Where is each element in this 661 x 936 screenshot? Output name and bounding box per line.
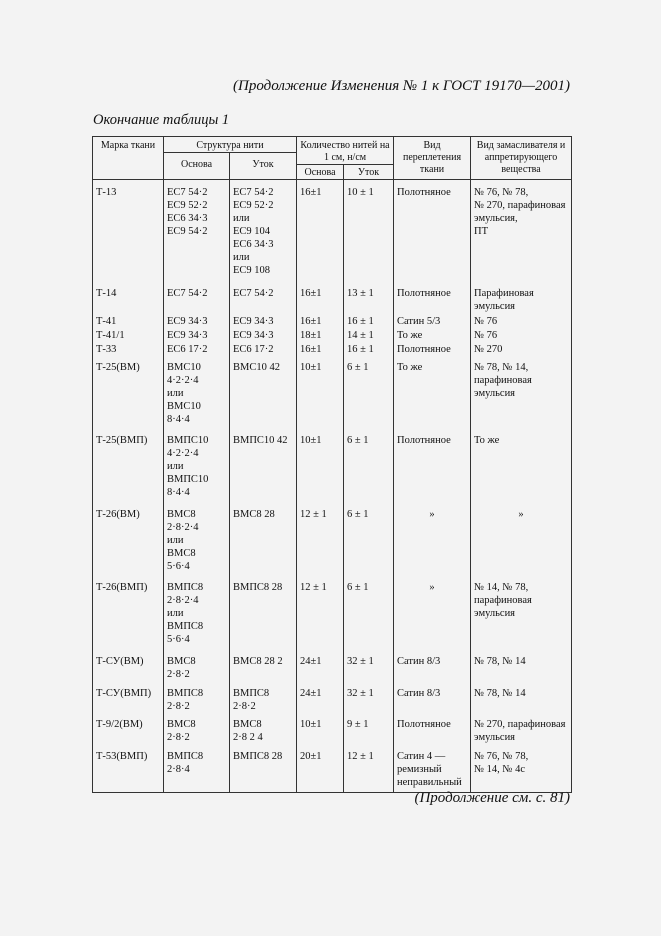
header-warp: Основа (164, 153, 230, 180)
cell-count-warp: 20±1 (297, 750, 344, 792)
cell-mark: Т-СУ(ВМП) (93, 687, 164, 715)
cell-mark: Т-33 (93, 343, 164, 357)
cell-mark: Т-14 (93, 287, 164, 315)
cell-weave: Сатин 8/3 (394, 687, 471, 715)
cell-weft: ЕС6 17·2 (230, 343, 297, 357)
cell-mark: Т-9/2(ВМ) (93, 718, 164, 746)
cell-weave: » (394, 508, 471, 578)
cell-weave: Сатин 8/3 (394, 655, 471, 683)
cell-weave: » (394, 581, 471, 651)
table-row (93, 750, 572, 792)
table-caption: Окончание таблицы 1 (93, 112, 230, 128)
header-count-weft: Уток (344, 165, 394, 180)
table-row (93, 655, 572, 683)
cell-weave: Полотняное (394, 287, 471, 315)
header-weave: Вид переплетения ткани (394, 137, 471, 180)
cell-count-warp: 18±1 (297, 329, 344, 343)
cell-weave: Сатин 4 — ремизный неправильный (394, 750, 471, 792)
table-row (93, 581, 572, 651)
cell-count-weft: 6 ± 1 (344, 508, 394, 578)
cell-mark: Т-СУ(ВМ) (93, 655, 164, 683)
header-lubricant: Вид замасливателя и аппретирующего вещества (471, 137, 572, 180)
cell-weft: ЕС9 34·3 (230, 329, 297, 343)
cell-mark: Т-41/1 (93, 329, 164, 343)
header-mark: Марка ткани (93, 137, 164, 180)
cell-warp: ВМС8 2·8·2·4 или ВМС8 5·6·4 (164, 508, 230, 578)
cell-count-weft: 12 ± 1 (344, 750, 394, 792)
cell-weft: ЕС7 54·2 (230, 287, 297, 315)
cell-count-weft: 6 ± 1 (344, 361, 394, 431)
cell-weft: ВМПС10 42 (230, 434, 297, 504)
fabric-table (92, 136, 572, 793)
cell-lubricant: № 78, № 14 (471, 687, 572, 715)
cell-weave: Сатин 5/3 (394, 315, 471, 329)
cell-lubricant: № 78, № 14 (471, 655, 572, 683)
cell-count-weft: 16 ± 1 (344, 315, 394, 329)
cell-weave: То же (394, 329, 471, 343)
cell-count-weft: 6 ± 1 (344, 581, 394, 651)
cell-lubricant: № 76 (471, 315, 572, 329)
table-body (93, 180, 572, 793)
cell-lubricant: То же (471, 434, 572, 504)
cell-count-warp: 12 ± 1 (297, 581, 344, 651)
table-row (93, 361, 572, 431)
header-count: Количество нитей на 1 см, н/см (297, 137, 394, 165)
table-row (93, 718, 572, 746)
cell-mark: Т-25(ВМП) (93, 434, 164, 504)
cell-warp: ВМС8 2·8·2 (164, 718, 230, 746)
cell-weave: То же (394, 361, 471, 431)
cell-count-weft: 16 ± 1 (344, 343, 394, 357)
cell-lubricant: № 76, № 78, № 270, парафиновая эмульсия, ПТ (471, 186, 572, 283)
cell-count-warp: 16±1 (297, 343, 344, 357)
cell-weave: Полотняное (394, 434, 471, 504)
cell-weft: ЕС9 34·3 (230, 315, 297, 329)
cell-warp: ЕС9 34·3 (164, 315, 230, 329)
cell-mark: Т-25(ВМ) (93, 361, 164, 431)
header-structure: Структура нити (164, 137, 297, 153)
cell-warp: ВМПС8 2·8·2 (164, 687, 230, 715)
cell-lubricant: » (471, 508, 572, 578)
cell-count-weft: 32 ± 1 (344, 655, 394, 683)
cell-warp: ВМПС8 2·8·4 (164, 750, 230, 792)
cell-count-warp: 24±1 (297, 655, 344, 683)
table-row (93, 687, 572, 715)
cell-mark: Т-26(ВМП) (93, 581, 164, 651)
cell-weft: ВМПС8 28 (230, 581, 297, 651)
table-row (93, 343, 572, 357)
cell-warp: ЕС7 54·2 ЕС9 52·2 ЕС6 34·3 ЕС9 54·2 (164, 186, 230, 283)
table-row (93, 508, 572, 578)
cell-warp: ЕС7 54·2 (164, 287, 230, 315)
table-row (93, 287, 572, 315)
cell-lubricant: № 76 (471, 329, 572, 343)
cell-weft: ВМПС8 28 (230, 750, 297, 792)
cell-mark: Т-41 (93, 315, 164, 329)
cell-warp: ВМПС8 2·8·2·4 или ВМПС8 5·6·4 (164, 581, 230, 651)
cell-weft: ВМС8 2·8 2 4 (230, 718, 297, 746)
continuation-footer: (Продолжение см. с. 81) (414, 790, 570, 806)
cell-count-warp: 12 ± 1 (297, 508, 344, 578)
cell-mark: Т-53(ВМП) (93, 750, 164, 792)
cell-lubricant: № 76, № 78, № 14, № 4с (471, 750, 572, 792)
cell-weave: Полотняное (394, 186, 471, 283)
cell-warp: ВМПС10 4·2·2·4 или ВМПС10 8·4·4 (164, 434, 230, 504)
cell-weft: ВМС10 42 (230, 361, 297, 431)
table-row (93, 186, 572, 283)
cell-count-weft: 14 ± 1 (344, 329, 394, 343)
cell-lubricant: № 270, парафиновая эмульсия (471, 718, 572, 746)
table-row (93, 315, 572, 329)
cell-weft: ВМС8 28 (230, 508, 297, 578)
table-row (93, 434, 572, 504)
cell-count-warp: 10±1 (297, 718, 344, 746)
continuation-header: (Продолжение Изменения № 1 к ГОСТ 19170—2001) (233, 78, 570, 94)
cell-count-weft: 9 ± 1 (344, 718, 394, 746)
cell-weft: ВМПС8 2·8·2 (230, 687, 297, 715)
cell-weave: Полотняное (394, 718, 471, 746)
cell-lubricant: № 78, № 14, парафиновая эмульсия (471, 361, 572, 431)
cell-count-warp: 10±1 (297, 434, 344, 504)
header-count-warp: Основа (297, 165, 344, 180)
cell-count-warp: 16±1 (297, 287, 344, 315)
cell-lubricant: Парафиновая эмульсия (471, 287, 572, 315)
cell-count-warp: 16±1 (297, 315, 344, 329)
cell-weave: Полотняное (394, 343, 471, 357)
table-row (93, 329, 572, 343)
cell-warp: ВМС10 4·2·2·4 или ВМС10 8·4·4 (164, 361, 230, 431)
header-weft: Уток (230, 153, 297, 180)
cell-warp: ЕС6 17·2 (164, 343, 230, 357)
cell-mark: Т-13 (93, 186, 164, 283)
cell-weft: ЕС7 54·2 ЕС9 52·2 или ЕС9 104 ЕС6 34·3 или ЕС9 108 (230, 186, 297, 283)
cell-lubricant: № 14, № 78, парафиновая эмульсия (471, 581, 572, 651)
cell-count-warp: 16±1 (297, 186, 344, 283)
cell-count-warp: 24±1 (297, 687, 344, 715)
cell-count-weft: 6 ± 1 (344, 434, 394, 504)
cell-count-weft: 10 ± 1 (344, 186, 394, 283)
cell-count-weft: 32 ± 1 (344, 687, 394, 715)
cell-weft: ВМС8 28 2 (230, 655, 297, 683)
cell-count-weft: 13 ± 1 (344, 287, 394, 315)
cell-mark: Т-26(ВМ) (93, 508, 164, 578)
cell-warp: ВМС8 2·8·2 (164, 655, 230, 683)
cell-lubricant: № 270 (471, 343, 572, 357)
cell-count-warp: 10±1 (297, 361, 344, 431)
cell-warp: ЕС9 34·3 (164, 329, 230, 343)
